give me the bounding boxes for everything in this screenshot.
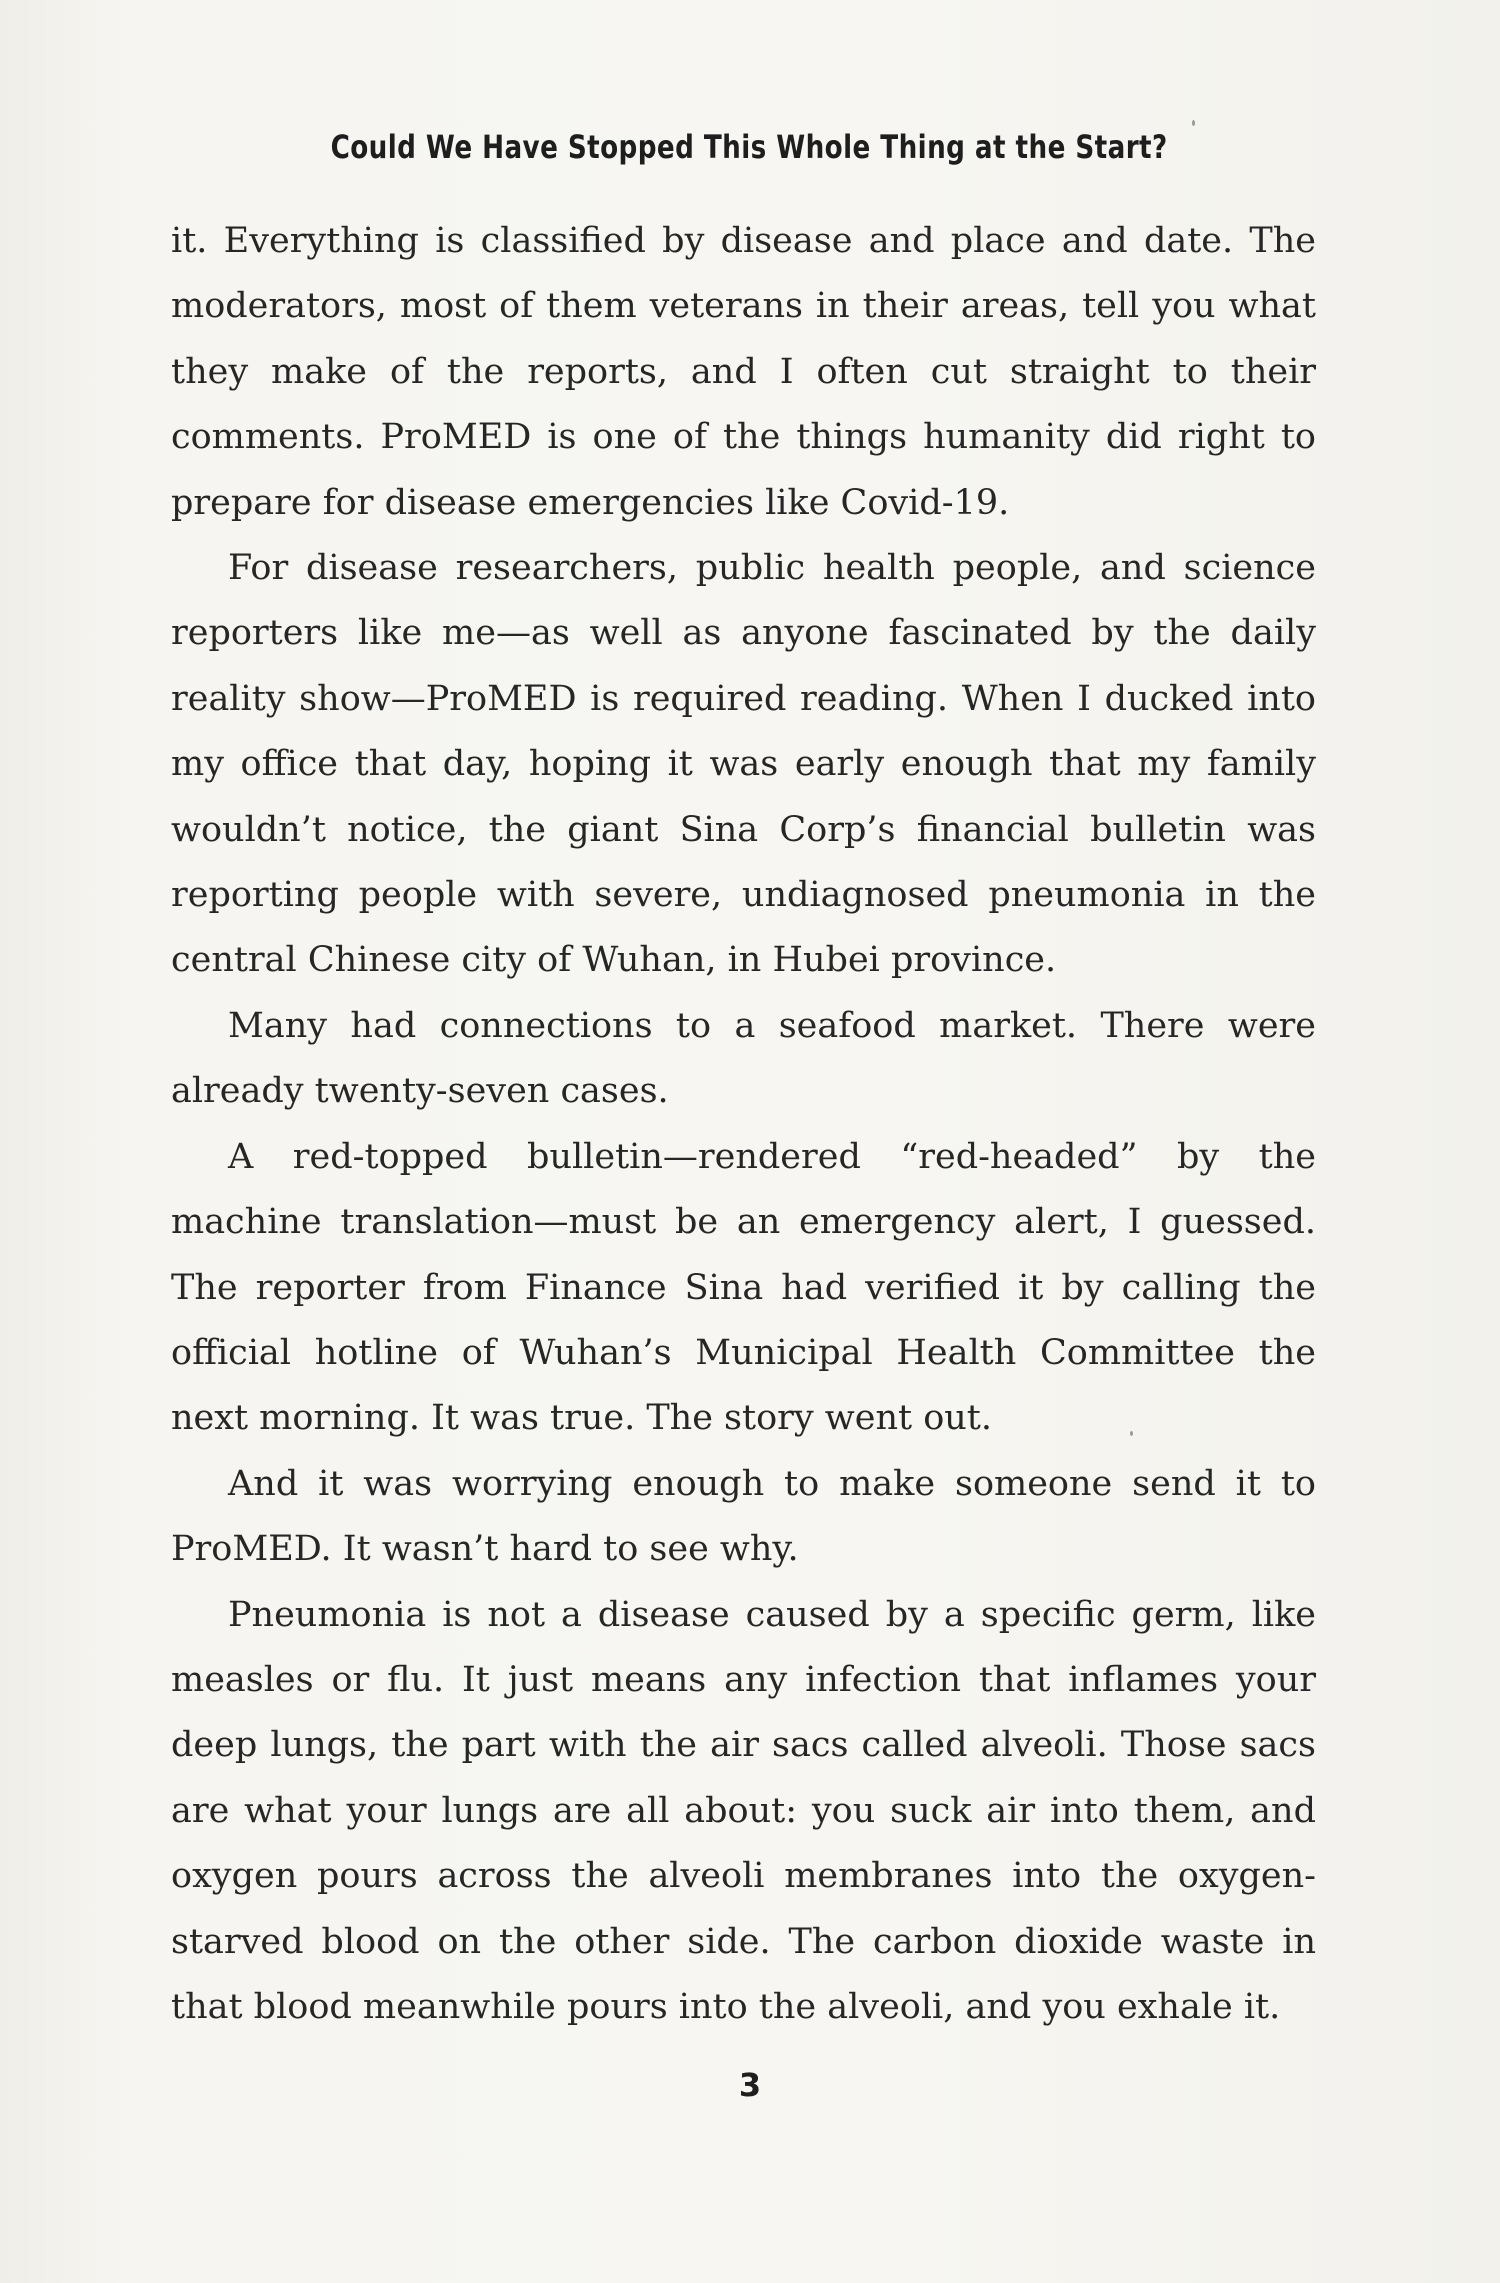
paragraph-2: For disease researchers, public health people, and science reporters like me—as well as anyone fascinated by the daily reality show—ProMED is required reading. When I ducked into my office that day, hoping it was early enough that my family wouldn’t notice, the giant Sina Corp’s financial bulletin was reporting people with severe, undiagnosed pneumonia in the central Chinese city of Wuhan, in Hubei province. [171,548,1316,981]
paragraph-4: A red-topped bulletin—rendered “red-headed” by the machine translation—must be an emergency alert, I guessed. The reporter from Finance Sina had verified it by calling the official hotline of Wuhan’s Municipal Health Committee the next morning. It was true. The story went out. [171,1136,1316,1439]
paragraph-3: Many had connections to a seafood market. There were already twenty-seven cases. [171,1005,1316,1112]
paragraph-1: it. Everything is classified by disease and place and date. The moderators, most of them veterans in their areas, tell you what they make of the reports, and I often cut straight to their comments. ProMED is one of the things humanity did right to prepare for disease emergencies like Covid-19. [171,221,1316,523]
page-number: 3 [738,2066,762,2104]
scan-speck [1192,120,1195,126]
paragraph-5: And it was worrying enough to make someone send it to ProMED. It wasn’t hard to see why. [171,1463,1316,1570]
paragraph-6: Pneumonia is not a disease caused by a specific germ, like measles or flu. It just means any infection that inflames your deep lungs, the part with the air sacs called alveoli. Those sacs are what your lungs are all about: you suck air into them, and oxygen pours across the alveoli membranes into the oxygen-starved blood on the other side. The carbon dioxide waste in that blood meanwhile pours into the alveoli, and you exhale it. [171,1594,1316,2027]
body-text [171,209,1316,2040]
running-head: Could We Have Stopped This Whole Thing at the Start? [330,128,1168,166]
scan-speck [1130,1431,1133,1436]
